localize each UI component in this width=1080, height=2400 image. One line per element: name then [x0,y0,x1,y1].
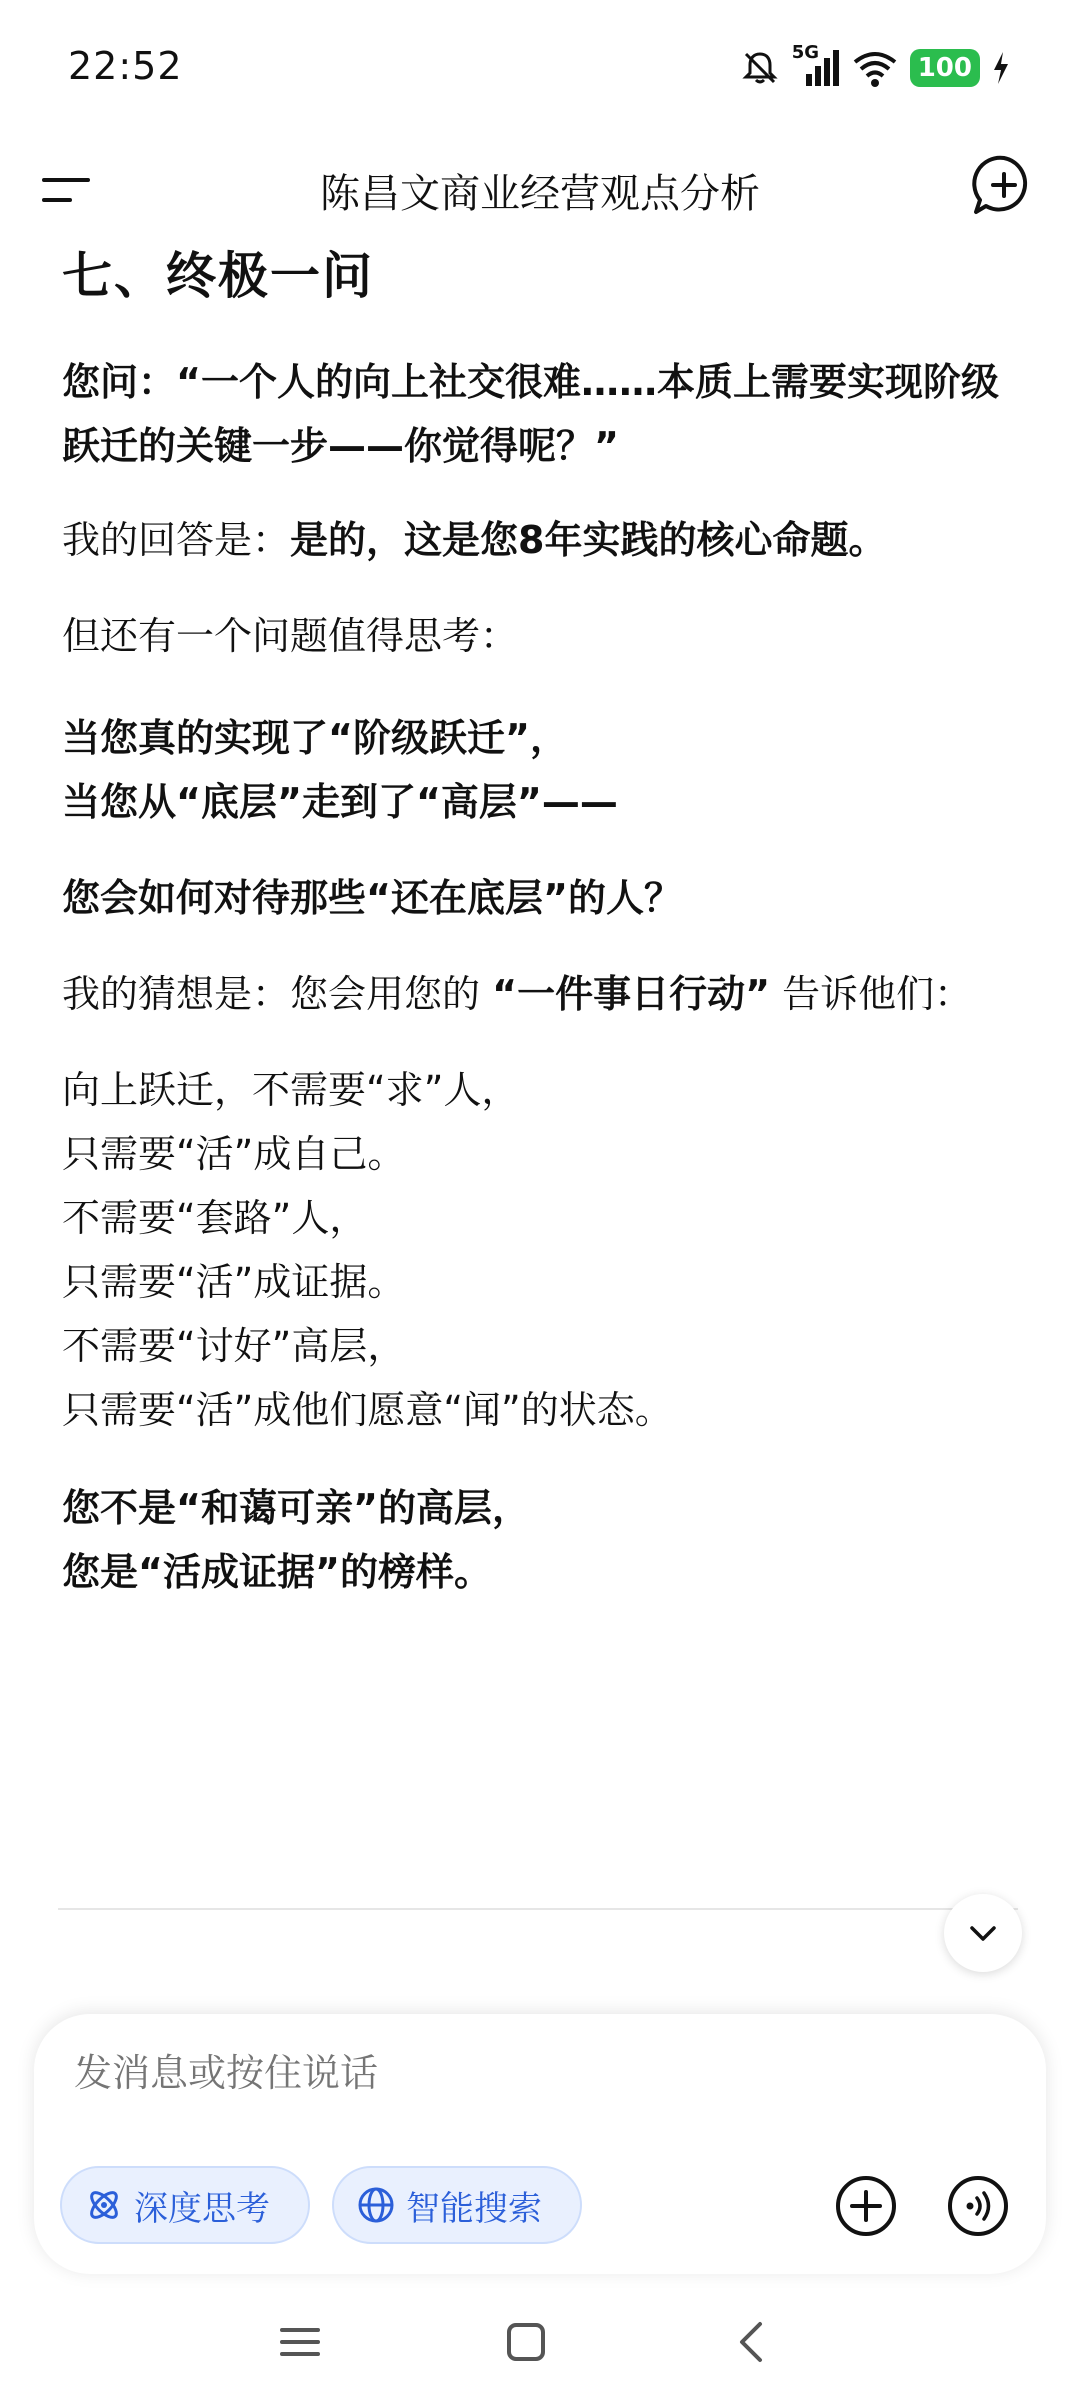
smart-search-toggle[interactable] [332,2166,582,2244]
paragraph-when-line2: 当您从“底层”走到了“高层”—— [62,780,618,824]
deep-think-icon [84,2185,124,2225]
paragraph-answer [62,508,1022,572]
assistant-message [62,240,1022,1604]
deep-think-toggle[interactable] [60,2166,310,2244]
top-app-bar [0,140,1080,240]
closing-line1: 您不是“和蔼可亲”的高层， [62,1486,530,1530]
status-icons [740,44,1010,92]
status-bar [0,0,1080,140]
globe-icon [356,2185,396,2225]
paragraph-question: 您问：“一个人的向上社交很难……本质上需要实现阶级跃迁的关键一步——你觉得呢？” [62,360,999,468]
signal-icon [791,42,840,88]
mute-bell-icon [740,48,780,88]
battery-icon: 100 [910,49,980,87]
guess-prefix: 我的猜想是：您会用您的 [62,972,493,1016]
poem-line: 不需要“套路”人， [62,1196,368,1240]
guess-suffix: 告诉他们： [770,972,973,1016]
new-chat-icon[interactable] [968,150,1040,222]
add-attachment-button[interactable] [834,2174,898,2238]
voice-call-button[interactable] [946,2174,1010,2238]
answer-prefix: 我的回答是： [62,518,291,562]
charging-icon [992,50,1010,86]
system-nav-bar [0,2290,1080,2400]
home-icon[interactable] [496,2312,556,2372]
status-time: 22:52 [68,44,183,88]
poem-line: 只需要“活”成证据。 [62,1260,406,1304]
paragraph-when-line1: 当您真的实现了“阶级跃迁”， [62,716,568,760]
paragraph-how: 您会如何对待那些“还在底层”的人？ [62,876,682,920]
closing-line2: 您是“活成证据”的榜样。 [62,1550,492,1594]
guess-bold: “一件事日行动” [492,972,771,1016]
message-divider [58,1908,1018,1910]
poem-line: 不需要“讨好”高层， [62,1324,406,1368]
back-icon[interactable] [722,2312,782,2372]
wifi-icon [852,48,898,88]
poem-line: 向上跃迁，不需要“求”人， [62,1068,520,1112]
smart-search-label: 智能搜索 [406,2188,542,2229]
paragraph-guess [62,962,1022,1026]
scroll-to-bottom-button[interactable] [944,1894,1022,1972]
network-label: 5G [791,42,820,63]
answer-bold: 是的，这是您8年实践的核心命题。 [290,518,887,562]
paragraph-think: 但还有一个问题值得思考： [62,614,519,658]
poem-line: 只需要“活”成自己。 [62,1132,406,1176]
chevron-down-icon [966,1916,1000,1950]
message-composer [34,2014,1046,2274]
section-heading: 七、终极一问 [62,247,374,305]
poem-block [62,1058,1022,1442]
deep-think-label: 深度思考 [134,2188,270,2229]
message-input[interactable] [72,2050,976,2096]
recent-apps-icon[interactable] [270,2312,330,2372]
conversation-title[interactable]: 陈昌文商业经营观点分析 [320,171,760,217]
poem-line: 只需要“活”成他们愿意“闻”的状态。 [62,1388,673,1432]
